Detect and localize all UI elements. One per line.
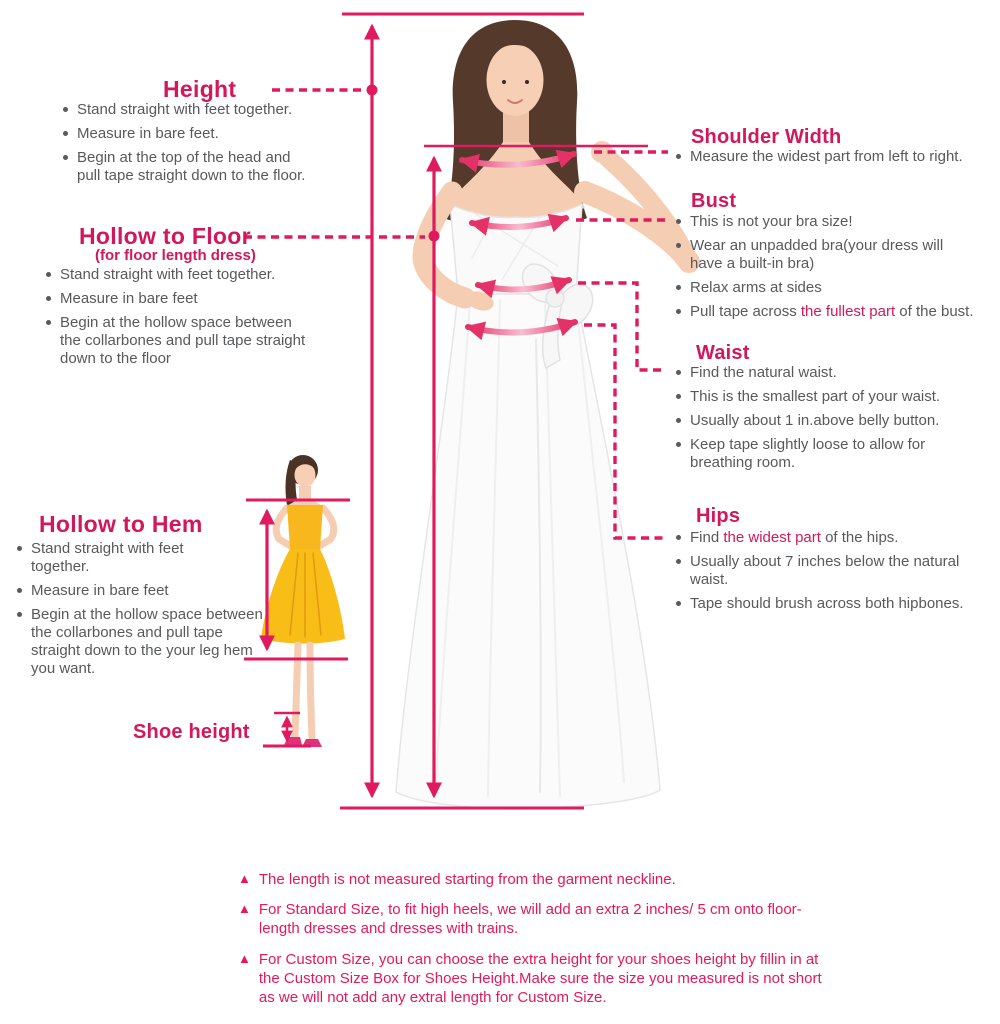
hollow-to-floor-title: Hollow to Floor <box>79 223 251 249</box>
list-item: Measure in bare feet. <box>63 125 363 143</box>
warning-triangle-icon: ▲ <box>238 901 251 917</box>
bullet-dot <box>63 131 68 136</box>
list-item: Usually about 1 in.above belly button. <box>676 412 991 430</box>
hollow-to-floor-subtitle: (for floor length dress) <box>95 247 256 264</box>
list-item: This is the smallest part of your waist. <box>676 388 991 406</box>
bust-bullet-list <box>676 213 996 327</box>
list-item: Tape should brush across both hipbones. <box>676 595 996 613</box>
list-item: Usually about 7 inches below the natural waist. <box>676 553 996 589</box>
bullet-dot <box>676 535 681 540</box>
hollow-to-hem-bullet-list <box>17 540 287 684</box>
list-item: Stand straight with feet together. <box>63 101 363 119</box>
bullet-dot <box>676 243 681 248</box>
bullet-dot <box>676 559 681 564</box>
bullet-dot <box>17 546 22 551</box>
shoe-height-title: Shoe height <box>133 721 250 743</box>
bust-title: Bust <box>691 190 737 212</box>
shoulder-width-title: Shoulder Width <box>691 126 842 148</box>
warning-triangle-icon: ▲ <box>238 871 251 886</box>
list-item: Measure in bare feet <box>17 582 287 600</box>
bullet-dot <box>676 370 681 375</box>
list-item: Stand straight with feet together. <box>17 540 287 576</box>
hips-bullet-list <box>676 529 996 619</box>
highlighted-text: the fullest part <box>800 303 896 320</box>
footer-notes <box>238 870 838 1018</box>
bullet-dot <box>676 309 681 314</box>
height-junction-dot <box>367 85 378 96</box>
list-item: Keep tape slightly loose to allow for breathing room. <box>676 436 991 472</box>
hips-title: Hips <box>696 505 741 527</box>
list-item: This is not your bra size! <box>676 213 996 231</box>
bullet-dot <box>46 272 51 277</box>
bullet-dot <box>63 107 68 112</box>
highlighted-text: the widest part <box>723 529 821 546</box>
list-item: Begin at the hollow space between the collarbones and pull tape straight down to the floor <box>46 314 346 368</box>
list-item: Find the widest part of the hips. <box>676 529 996 547</box>
bullet-dot <box>676 154 681 159</box>
hollow-to-floor-bullet-list <box>46 266 346 374</box>
list-item: Begin at the hollow space between the collarbones and pull tape straight down to the your leg hem you want. <box>17 606 287 678</box>
waist-title: Waist <box>696 342 750 364</box>
bullet-dot <box>676 219 681 224</box>
list-item: Measure in bare feet <box>46 290 346 308</box>
height-title: Height <box>163 76 237 102</box>
bullet-dot <box>676 418 681 423</box>
list-item: Relax arms at sides <box>676 279 996 297</box>
bullet-dot <box>17 588 22 593</box>
shoulder-width-bullet-list <box>676 148 991 172</box>
list-item: Find the natural waist. <box>676 364 991 382</box>
bullet-dot <box>676 442 681 447</box>
height-bullet-list <box>63 101 363 191</box>
note-item: ▲ The length is not measured starting from the garment neckline. <box>238 871 676 888</box>
bullet-dot <box>676 601 681 606</box>
list-item: Pull tape across the fullest part of the bust. <box>676 303 996 321</box>
list-item: Wear an unpadded bra(your dress will have a built-in bra) <box>676 237 996 273</box>
warning-triangle-icon: ▲ <box>238 950 251 966</box>
list-item: Stand straight with feet together. <box>46 266 346 284</box>
bullet-dot <box>17 612 22 617</box>
hollow-junction-dot <box>429 231 440 242</box>
note-item: ▲ For Standard Size, to fit high heels, we will add an extra 2 inches/ 5 cm onto floor-length dresses and dresses with trains. <box>238 901 802 938</box>
note-item: ▲ For Custom Size, you can choose the extra height for your shoes height by fillin in at the Custom Size Box for Shoes Height.Make sure the size you measured is not short as we will not add any extral length for Custom Size. <box>238 950 822 1006</box>
bullet-dot <box>46 296 51 301</box>
waist-bullet-list <box>676 364 991 478</box>
hollow-to-hem-title: Hollow to Hem <box>39 511 203 537</box>
main-model-illustration <box>396 20 689 809</box>
bullet-dot <box>46 320 51 325</box>
bullet-dot <box>63 155 68 160</box>
list-item: Begin at the top of the head and pull tape straight down to the floor. <box>63 149 363 185</box>
bullet-dot <box>676 394 681 399</box>
list-item: Measure the widest part from left to right. <box>676 148 991 166</box>
bullet-dot <box>676 285 681 290</box>
